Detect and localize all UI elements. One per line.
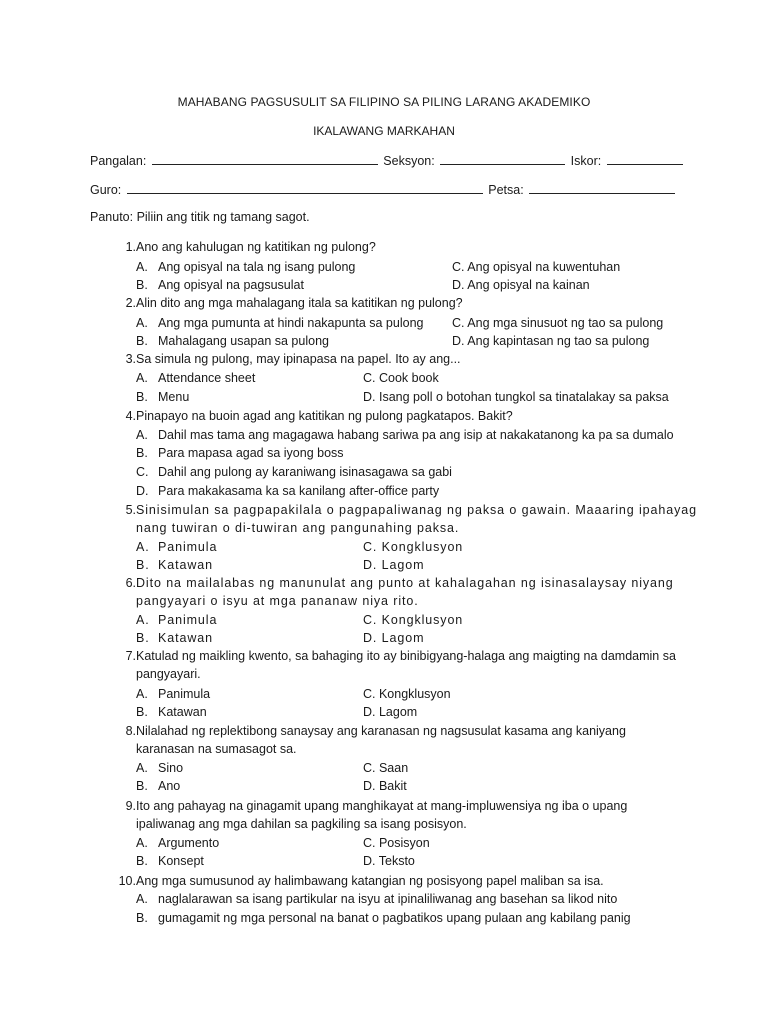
option-letter: B.	[136, 779, 148, 793]
option-letter: B.	[136, 334, 148, 348]
option-c[interactable]: C. Kongklusyon	[363, 687, 451, 701]
option-text: Ano	[158, 779, 181, 793]
option-d[interactable]: D. Teksto	[363, 854, 415, 868]
option-b[interactable]	[136, 854, 204, 868]
option-text: Sino	[158, 761, 184, 775]
option-b[interactable]	[136, 278, 304, 292]
question-text-cont: karanasan na sumasagot sa.	[136, 742, 297, 756]
option-b[interactable]	[136, 558, 213, 572]
iskor-label: Iskor:	[570, 154, 602, 168]
option-letter: B.	[136, 705, 148, 719]
question-number: 2.	[125, 296, 136, 310]
form-row-2	[90, 182, 677, 197]
option-letter: A.	[136, 428, 148, 442]
option-d[interactable]: D. Bakit	[363, 779, 407, 793]
option-letter: D.	[136, 484, 149, 498]
question-number: 8.	[125, 724, 136, 738]
question-number: 10.	[118, 874, 136, 888]
question-text-cont: pangyayari o isyu at mga pananaw niya rito.	[136, 594, 419, 608]
question-text: Sa simula ng pulong, may ipinapasa na papel. Ito ay ang...	[136, 352, 461, 366]
option-b[interactable]	[136, 334, 329, 348]
option-d[interactable]: D. Lagom	[363, 631, 425, 645]
iskor-field[interactable]	[607, 153, 683, 165]
option-text: Ang opisyal na pagsusulat	[158, 278, 304, 292]
option-text: Mahalagang usapan sa pulong	[158, 334, 329, 348]
seksyon-field[interactable]	[440, 153, 565, 165]
option-d[interactable]: D. Lagom	[363, 705, 418, 719]
option-letter: B.	[136, 446, 148, 460]
instruction: Panuto: Piliin ang titik ng tamang sagot.	[90, 210, 310, 224]
form-row-1	[90, 153, 685, 168]
question-text: Sinisimulan sa pagpapakilala o pagpapaliwanag ng paksa o gawain. Maaaring ipahayag	[136, 503, 697, 517]
option-b[interactable]	[136, 446, 344, 460]
option-d[interactable]: D. Ang kapintasan ng tao sa pulong	[452, 334, 650, 348]
option-text: Para makakasama ka sa kanilang after-office party	[158, 484, 440, 498]
option-letter: A.	[136, 540, 150, 554]
option-letter: B.	[136, 911, 148, 925]
guro-field[interactable]	[127, 182, 483, 194]
option-a[interactable]	[136, 428, 674, 442]
question-number: 9.	[125, 799, 136, 813]
question-text: Dito na mailalabas ng manunulat ang punto at kahalagahan ng isinasalaysay niyang	[136, 576, 674, 590]
option-d[interactable]: D. Isang poll o botohan tungkol sa tinatalakay sa paksa	[363, 390, 669, 404]
question-number: 3.	[125, 352, 136, 366]
option-text: Panimula	[158, 613, 218, 627]
question-text: Nilalahad ng replektibong sanaysay ang karanasan ng nagsusulat kasama ang kaniyang	[136, 724, 626, 738]
option-d[interactable]: D. Lagom	[363, 558, 425, 572]
option-text: Para mapasa agad sa iyong boss	[158, 446, 344, 460]
exam-subtitle: IKALAWANG MARKAHAN	[313, 124, 455, 138]
option-a[interactable]	[136, 371, 255, 385]
pangalan-field[interactable]	[152, 153, 378, 165]
option-c[interactable]	[136, 465, 452, 479]
option-letter: B.	[136, 558, 150, 572]
option-b[interactable]	[136, 911, 631, 925]
question-text: Ito ang pahayag na ginagamit upang manghikayat at mang-impluwensiya ng iba o upang	[136, 799, 628, 813]
option-c[interactable]: C. Kongklusyon	[363, 613, 464, 627]
option-letter: A.	[136, 892, 148, 906]
option-text: Katawan	[158, 705, 207, 719]
option-b[interactable]	[136, 705, 207, 719]
question-text: Katulad ng maikling kwento, sa bahaging ito ay binibigyang-halaga ang maigting na damdamin sa	[136, 649, 676, 663]
option-letter: A.	[136, 836, 148, 850]
petsa-label: Petsa:	[488, 183, 524, 197]
question-number: 4.	[125, 409, 136, 423]
question-number: 6.	[125, 576, 136, 590]
question-number: 1.	[125, 240, 136, 254]
option-d[interactable]	[136, 484, 439, 498]
option-letter: A.	[136, 316, 148, 330]
option-text: naglalarawan sa isang partikular na isyu at ipinaliliwanag ang basehan sa likod nito	[158, 892, 618, 906]
question-text-cont: pangyayari.	[136, 667, 201, 681]
option-letter: C.	[136, 465, 149, 479]
option-c[interactable]: C. Posisyon	[363, 836, 430, 850]
option-letter: B.	[136, 631, 150, 645]
option-a[interactable]	[136, 540, 217, 554]
option-c[interactable]: C. Saan	[363, 761, 409, 775]
option-text: Dahil ang pulong ay karaniwang isinasagawa sa gabi	[158, 465, 452, 479]
option-text: Ang opisyal na tala ng isang pulong	[158, 260, 356, 274]
question-text-cont: ipaliwanag ang mga dahilan sa pagkiling sa isang posisyon.	[136, 817, 467, 831]
option-text: Katawan	[158, 631, 213, 645]
option-letter: A.	[136, 371, 148, 385]
option-b[interactable]	[136, 779, 180, 793]
question-text: Ang mga sumusunod ay halimbawang katangian ng posisyong papel maliban sa isa.	[136, 874, 604, 888]
option-a[interactable]	[136, 316, 423, 330]
question-text-cont: nang tuwiran o di-tuwiran ang pangunahing paksa.	[136, 521, 460, 535]
option-letter: B.	[136, 390, 148, 404]
option-c[interactable]: C. Kongklusyon	[363, 540, 464, 554]
question-text: Pinapayo na buoin agad ang katitikan ng pulong pagkatapos. Bakit?	[136, 409, 513, 423]
option-text: gumagamit ng mga personal na banat o pagbatikos upang pulaan ang kabilang panig	[158, 911, 631, 925]
question-number: 5.	[125, 503, 136, 517]
option-a[interactable]	[136, 260, 355, 274]
question-text: Alin dito ang mga mahalagang itala sa katitikan ng pulong?	[136, 296, 463, 310]
pangalan-label: Pangalan:	[90, 154, 147, 168]
option-c[interactable]: C. Ang mga sinusuot ng tao sa pulong	[452, 316, 664, 330]
guro-label: Guro:	[90, 183, 122, 197]
option-a[interactable]	[136, 836, 219, 850]
option-c[interactable]: C. Cook book	[363, 371, 439, 385]
option-letter: B.	[136, 278, 148, 292]
option-a[interactable]	[136, 613, 217, 627]
option-letter: A.	[136, 613, 150, 627]
option-text: Panimula	[158, 540, 218, 554]
option-letter: A.	[136, 761, 148, 775]
option-text: Dahil mas tama ang magagawa habang sariwa pa ang isip at nakakatanong ka pa sa dumalo	[158, 428, 674, 442]
option-a[interactable]	[136, 761, 183, 775]
seksyon-label: Seksyon:	[383, 154, 435, 168]
option-b[interactable]	[136, 631, 213, 645]
option-text: Attendance sheet	[158, 371, 256, 385]
option-text: Panimula	[158, 687, 211, 701]
petsa-field[interactable]	[529, 182, 675, 194]
option-text: Konsept	[158, 854, 204, 868]
option-letter: A.	[136, 687, 148, 701]
question-number: 7.	[125, 649, 136, 663]
option-c[interactable]: C. Ang opisyal na kuwentuhan	[452, 260, 621, 274]
option-letter: A.	[136, 260, 148, 274]
option-b[interactable]	[136, 390, 189, 404]
option-d[interactable]: D. Ang opisyal na kainan	[452, 278, 590, 292]
option-letter: B.	[136, 854, 148, 868]
option-text: Katawan	[158, 558, 213, 572]
option-a[interactable]	[136, 687, 210, 701]
option-text: Menu	[158, 390, 190, 404]
option-text: Argumento	[158, 836, 220, 850]
option-text: Ang mga pumunta at hindi nakapunta sa pulong	[158, 316, 424, 330]
question-text: Ano ang kahulugan ng katitikan ng pulong?	[136, 240, 376, 254]
option-a[interactable]	[136, 892, 617, 906]
exam-title: MAHABANG PAGSUSULIT SA FILIPINO SA PILING LARANG AKADEMIKO	[177, 95, 591, 109]
